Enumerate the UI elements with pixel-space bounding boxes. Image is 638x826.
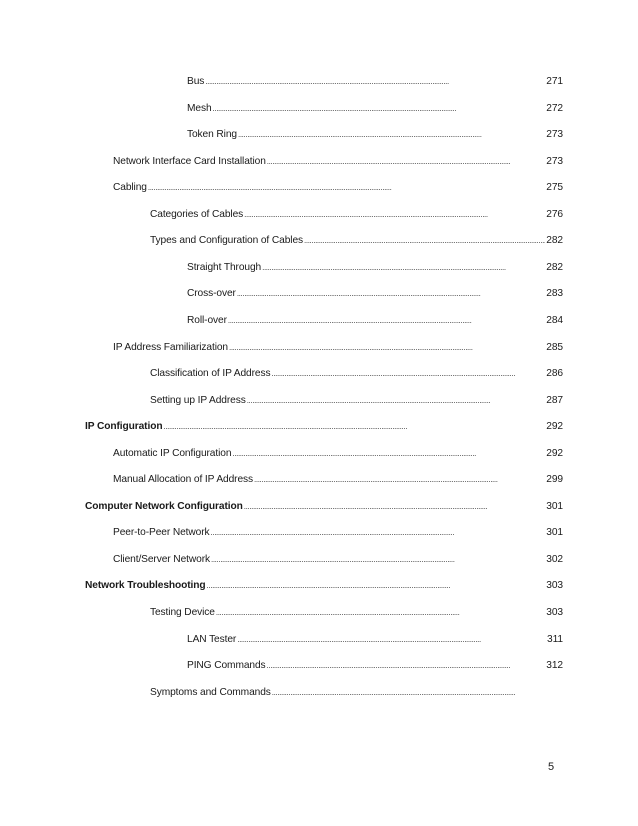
toc-entry-page: 275: [546, 182, 563, 194]
toc-entry-page: 303: [546, 607, 563, 618]
toc-entry-page: 292: [546, 421, 563, 433]
toc-entry-title: Symptoms and Commands: [150, 686, 271, 698]
toc-dot-leader: [267, 155, 546, 169]
toc-entry-title: Bus: [187, 76, 205, 87]
toc-entry-title: PING Commands: [187, 660, 266, 672]
toc-entry[interactable]: [150, 686, 560, 700]
toc-entry[interactable]: [187, 75, 563, 89]
toc-entry[interactable]: [113, 473, 563, 487]
toc-dot-leader: [163, 420, 545, 434]
toc-entry[interactable]: [113, 181, 563, 195]
toc-dot-leader: [216, 606, 545, 620]
toc-entry[interactable]: [113, 553, 563, 567]
toc-entry-page: 303: [546, 580, 563, 592]
toc-entry-page: 283: [546, 288, 563, 300]
toc-entry-title: Peer-to-Peer Network: [113, 527, 210, 539]
toc-entry-title: Manual Allocation of IP Address: [113, 474, 253, 486]
toc-dot-leader: [207, 579, 546, 593]
toc-entry-title: Computer Network Configuration: [85, 500, 243, 512]
toc-entry[interactable]: [150, 234, 563, 248]
toc-dot-leader: [232, 447, 545, 461]
toc-dot-leader: [244, 500, 546, 514]
toc-entry-title: LAN Tester: [187, 633, 237, 645]
toc-entry-title: Token Ring: [187, 129, 237, 141]
toc-entry-title: IP Address Familiarization: [113, 341, 228, 353]
toc-dot-leader: [254, 473, 545, 487]
toc-entry-title: Setting up IP Address: [150, 394, 246, 406]
toc-entry-page: 311: [547, 633, 563, 645]
toc-entry-title: Automatic IP Configuration: [113, 447, 232, 459]
toc-entry-title: Testing Device: [150, 607, 215, 618]
toc-entry[interactable]: [85, 500, 563, 514]
toc-dot-leader: [148, 181, 545, 195]
toc-entry-page: 284: [546, 314, 563, 326]
toc-entry-title: Roll-over: [187, 314, 227, 326]
toc-dot-leader: [237, 287, 545, 301]
toc-entry-page: 272: [546, 102, 563, 114]
toc-entry[interactable]: [113, 155, 563, 169]
toc-entry-page: 273: [546, 129, 563, 141]
toc-entry-title: Client/Server Network: [113, 553, 210, 565]
toc-dot-leader: [213, 102, 546, 116]
toc-entry-page: 276: [546, 208, 563, 220]
toc-entry-title: Types and Configuration of Cables: [150, 235, 304, 247]
toc-entry[interactable]: [113, 526, 563, 540]
toc-entry[interactable]: [187, 128, 563, 142]
toc-dot-leader: [244, 208, 545, 222]
toc-entry-title: Network Interface Card Installation: [113, 155, 266, 167]
toc-entry[interactable]: [187, 314, 563, 328]
toc-entry-page: 301: [546, 500, 563, 512]
toc-dot-leader: [205, 75, 545, 89]
page-number: 5: [548, 761, 555, 773]
toc-dot-leader: [211, 526, 546, 540]
toc-dot-leader: [229, 341, 545, 355]
toc-entry-page: 285: [546, 341, 563, 353]
toc-entry-title: Mesh: [187, 102, 212, 114]
toc-entry-page: 271: [546, 76, 563, 87]
toc-dot-leader: [238, 128, 545, 142]
toc-entry[interactable]: [187, 102, 563, 116]
toc-entry-title: Classification of IP Address: [150, 368, 271, 380]
toc-entry[interactable]: [85, 579, 563, 593]
toc-entry-title: Straight Through: [187, 261, 262, 273]
toc-dot-leader: [211, 553, 545, 567]
toc-entry[interactable]: [187, 261, 563, 275]
toc-entry-page: 282: [546, 235, 563, 247]
toc-dot-leader: [272, 686, 559, 700]
toc-entry-title: Categories of Cables: [150, 208, 244, 220]
toc-entry[interactable]: [187, 659, 563, 673]
toc-entry[interactable]: [187, 287, 563, 301]
toc-dot-leader: [267, 659, 546, 673]
toc-dot-leader: [262, 261, 545, 275]
toc-entry[interactable]: [150, 606, 563, 620]
toc-entry[interactable]: [150, 394, 563, 408]
toc-entry-title: Cross-over: [187, 288, 236, 300]
toc-entry-page: 286: [546, 368, 563, 380]
toc-dot-leader: [271, 367, 545, 381]
toc-entry-title: Cabling: [113, 182, 147, 194]
toc-entry-page: 302: [546, 553, 563, 565]
toc-entry[interactable]: [113, 341, 563, 355]
toc-entry[interactable]: [113, 447, 563, 461]
toc-entry[interactable]: [187, 633, 563, 647]
toc-dot-leader: [228, 314, 545, 328]
toc-entry-title: Network Troubleshooting: [85, 580, 206, 592]
toc-entry-page: 273: [546, 155, 563, 167]
toc-entry-page: 282: [546, 261, 563, 273]
toc-entry-page: 292: [546, 447, 563, 459]
toc-entry-page: 301: [546, 527, 563, 539]
toc-entry-page: 287: [546, 394, 563, 406]
toc-entry-title: IP Configuration: [85, 421, 163, 433]
toc-entry[interactable]: [150, 208, 563, 222]
toc-dot-leader: [247, 394, 546, 408]
toc-entry[interactable]: [85, 420, 563, 434]
toc-entry[interactable]: [150, 367, 563, 381]
toc-dot-leader: [237, 633, 546, 647]
toc-entry-page: 299: [546, 474, 563, 486]
toc-entry-page: 312: [546, 660, 563, 672]
toc-dot-leader: [304, 234, 545, 248]
